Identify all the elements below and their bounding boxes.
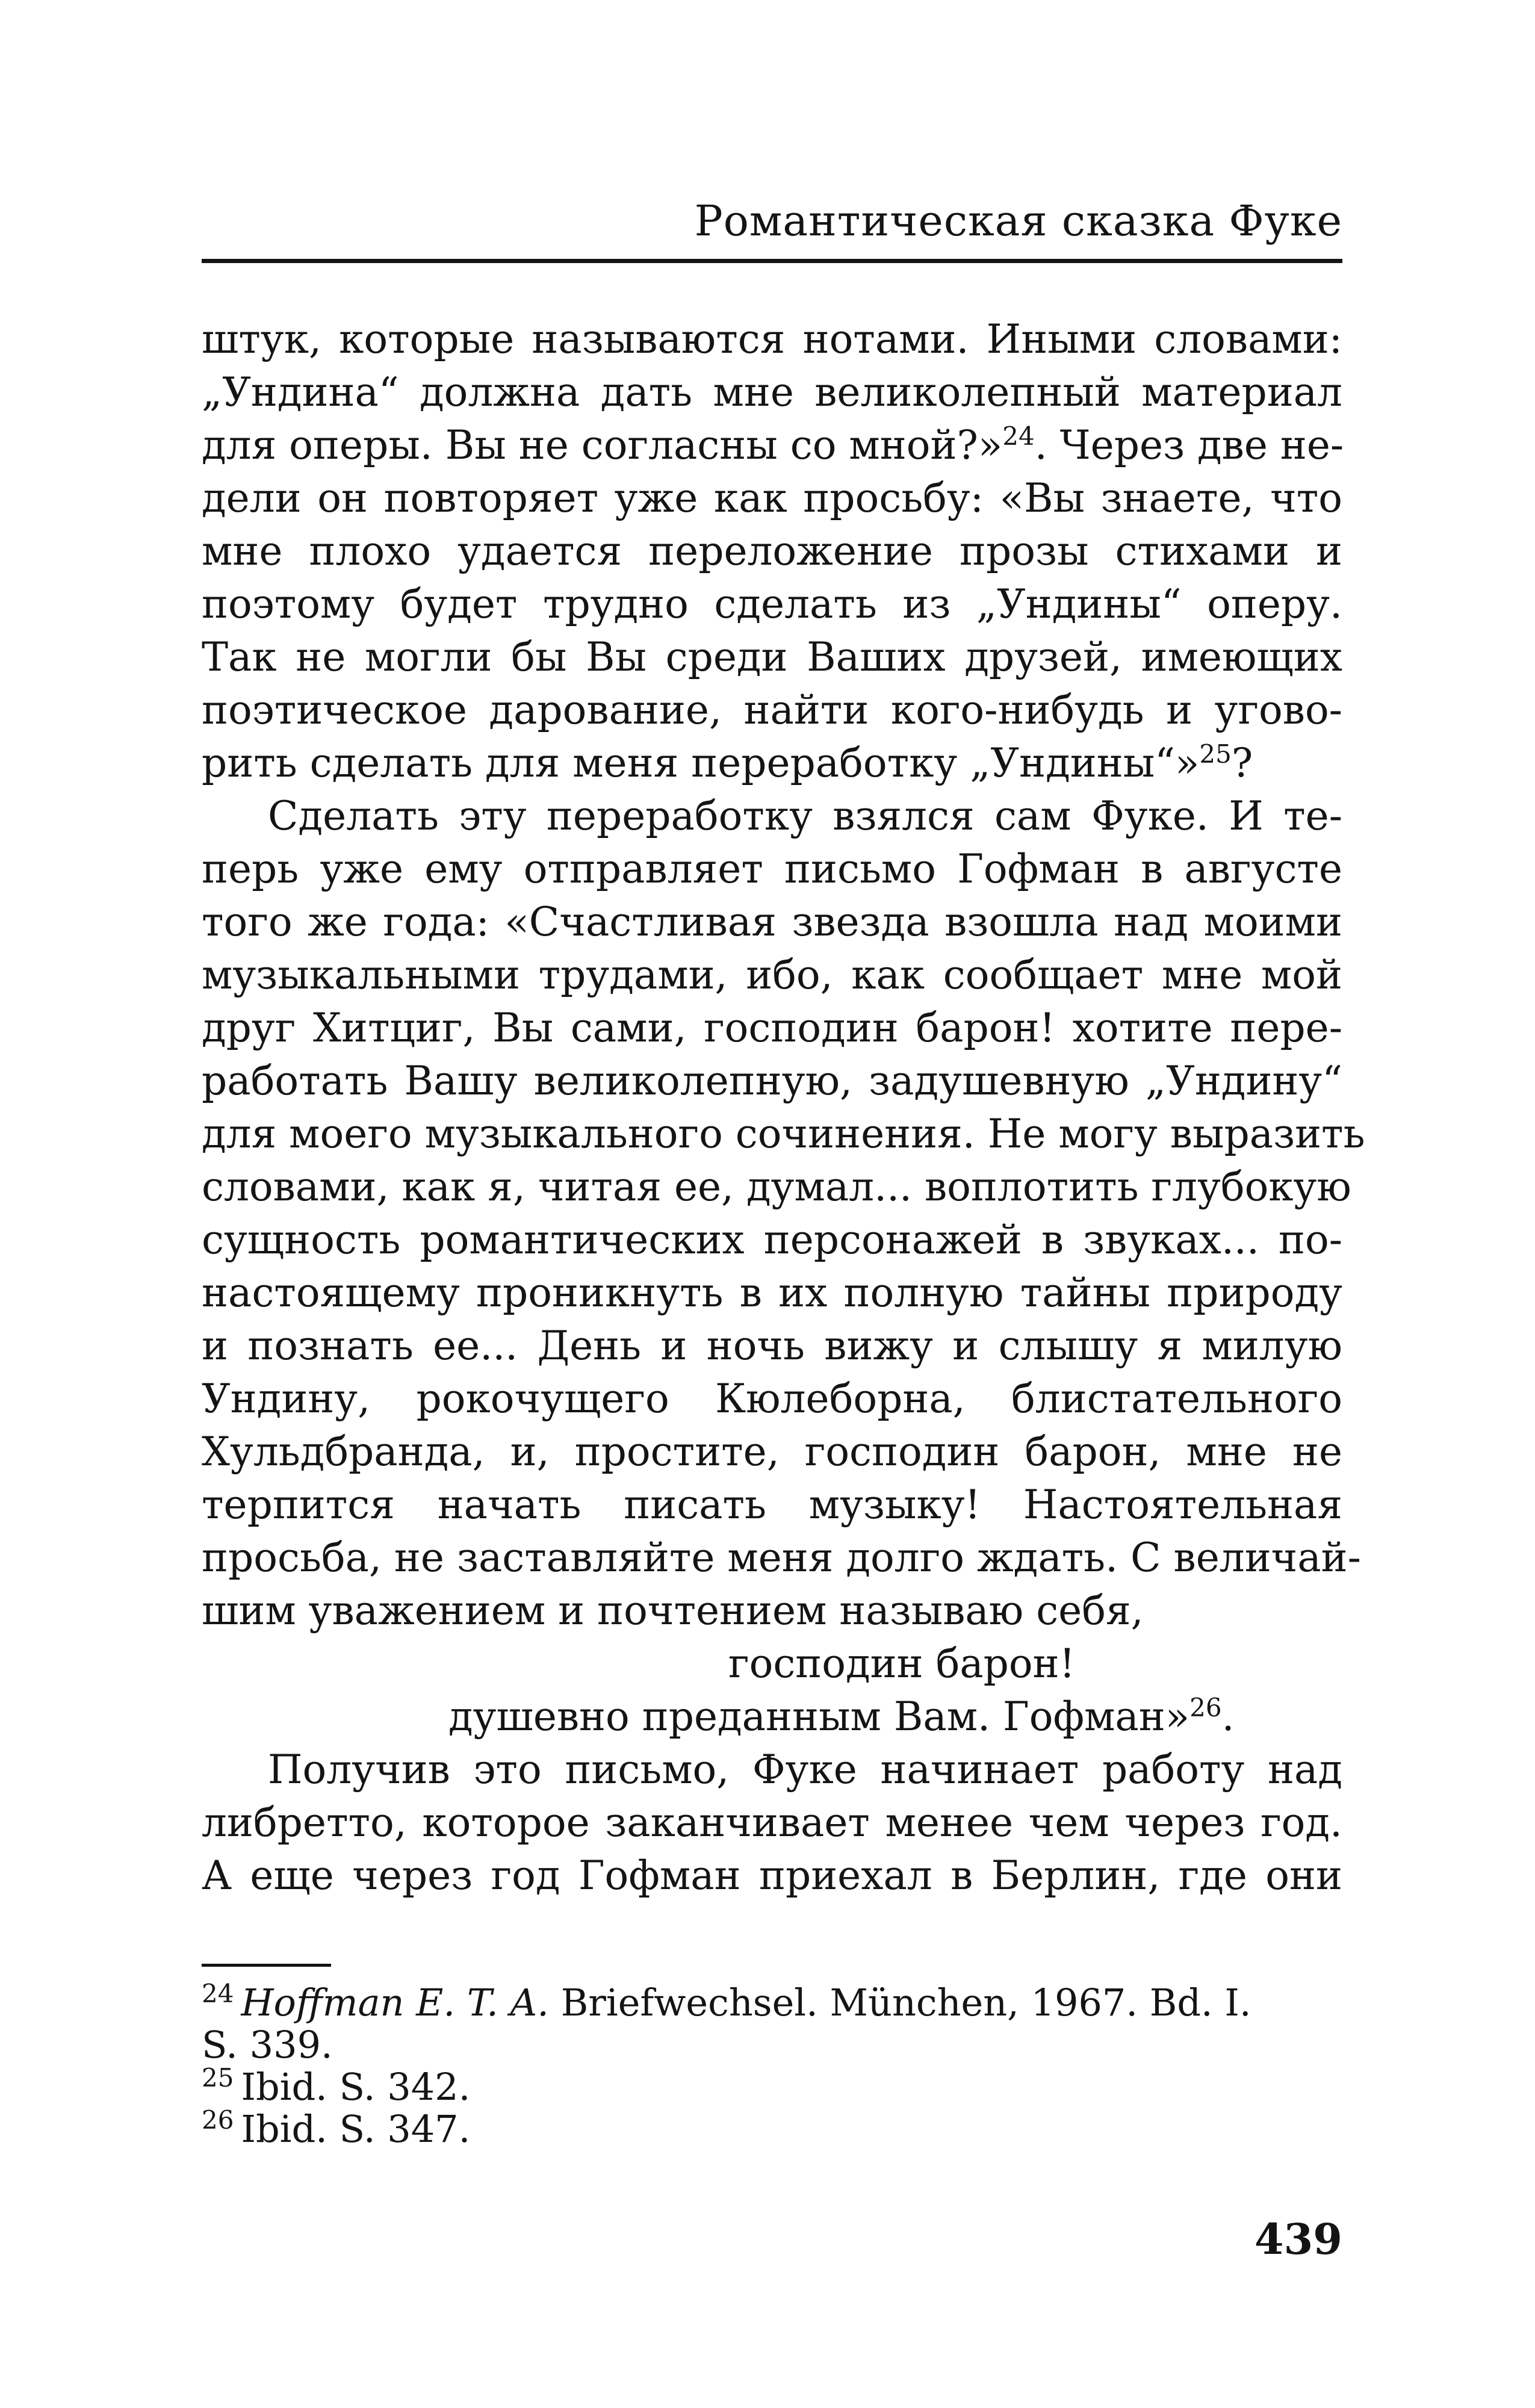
footnote-mark: 25 — [202, 2063, 234, 2093]
letter-signature — [202, 1690, 1342, 1743]
text-line — [202, 790, 1342, 843]
text-line — [202, 1584, 1342, 1637]
text-line — [202, 1373, 1342, 1426]
text-segment: словами, как я, читая ее, думал... воплотить глубокую — [202, 1164, 1351, 1210]
page-number: 439 — [1254, 2214, 1342, 2264]
text-segment: настоящему проникнуть в их полную тайны природу — [202, 1270, 1342, 1316]
text-segment: „Ундина“ должна дать мне великолепный материал — [202, 369, 1342, 415]
text-line — [202, 1796, 1342, 1849]
text-line — [202, 684, 1342, 737]
header-rule — [202, 259, 1342, 263]
text-line — [202, 1479, 1342, 1531]
text-segment: работать Вашу великолепную, задушевную „Ундину“ — [202, 1058, 1342, 1104]
text-segment: поэтическое дарование, найти кого-нибудь и угово- — [202, 687, 1342, 733]
footnote-mark: 24 — [202, 1979, 234, 2009]
text-segment: душевно преданным Вам. Гофман» — [448, 1693, 1190, 1740]
paragraph — [202, 313, 1342, 790]
text-line — [202, 525, 1342, 578]
text-line — [202, 1002, 1342, 1055]
text-line — [202, 1055, 1342, 1108]
text-line — [202, 631, 1342, 684]
text-segment: либретто, которое заканчивает менее чем через год. — [202, 1799, 1342, 1846]
footnote — [202, 2063, 1342, 2109]
footnote-rule — [202, 1964, 331, 1967]
text-segment: для моего музыкального сочинения. Не могу выразить — [202, 1111, 1365, 1157]
paragraph — [202, 1743, 1342, 1902]
footnote-ref: 26 — [1189, 1693, 1222, 1722]
text-segment: Хульдбранда, и, простите, господин барон, мне не — [202, 1429, 1342, 1475]
footnote-author: Hoffman E. T. A. — [241, 1981, 549, 2025]
text-line — [202, 896, 1342, 949]
text-line — [202, 949, 1342, 1002]
text-line — [202, 578, 1342, 631]
text-segment: просьба, не заставляйте меня долго ждать. С величай- — [202, 1534, 1361, 1581]
text-segment: перь уже ему отправляет письмо Гофман в августе — [202, 846, 1342, 892]
text-line — [202, 366, 1342, 419]
text-segment: дели он повторяет уже как просьбу: «Вы знаете, что — [202, 475, 1342, 521]
text-segment: поэтому будет трудно сделать из „Ундины“ оперу. — [202, 581, 1342, 627]
footnote-text: Ibid. S. 347. — [241, 2107, 471, 2151]
text-segment: Так не могли бы Вы среди Ваших друзей, имеющих — [202, 634, 1342, 680]
text-segment: Ундину, рокочущего Кюлеборна, блистательного — [202, 1376, 1342, 1422]
text-segment: рить сделать для меня переработку „Ундины“» — [202, 740, 1200, 786]
paragraph — [202, 790, 1365, 1743]
text-line — [202, 1108, 1365, 1161]
text-line — [202, 843, 1342, 896]
text-line — [202, 1320, 1342, 1373]
text-segment: и познать ее... День и ночь вижу и слышу я милую — [202, 1323, 1342, 1369]
footnote — [202, 2105, 1342, 2151]
text-segment: Сделать эту переработку взялся сам Фуке. И те- — [268, 793, 1342, 839]
footnote-ref: 25 — [1199, 739, 1232, 769]
footnote-mark: 26 — [202, 2105, 234, 2135]
footnote-continuation: S. 339. — [202, 2023, 333, 2067]
text-segment: . Через две не- — [1034, 422, 1344, 468]
text-line — [202, 472, 1342, 525]
running-head: Романтическая сказка Фуке — [694, 196, 1342, 246]
text-line — [202, 1743, 1342, 1796]
text-segment: музыкальными трудами, ибо, как сообщает мне мой — [202, 952, 1342, 998]
footnote — [202, 1979, 1342, 2025]
footnotes — [202, 1979, 1342, 2151]
footnote-text: Ibid. S. 342. — [241, 2065, 471, 2109]
text-line — [202, 1267, 1342, 1320]
text-line — [202, 1531, 1361, 1584]
footnote-text: Briefwechsel. München, 1967. Bd. I. — [548, 1981, 1251, 2025]
text-segment: ? — [1231, 740, 1253, 786]
text-line — [202, 313, 1342, 366]
text-segment: сущность романтических персонажей в звуках... по- — [202, 1217, 1342, 1263]
text-segment: терпится начать писать музыку! Настоятельная — [202, 1482, 1342, 1528]
text-segment: мне плохо удается переложение прозы стихами и — [202, 528, 1342, 574]
text-line — [202, 1426, 1342, 1479]
text-line — [202, 1214, 1342, 1267]
text-line — [202, 1161, 1351, 1214]
text-segment: для оперы. Вы не согласны со мной?» — [202, 422, 1003, 468]
text-segment: господин барон! — [728, 1640, 1076, 1687]
text-line — [202, 1849, 1342, 1902]
text-segment: друг Хитциг, Вы сами, господин барон! хотите пере- — [202, 1005, 1342, 1051]
text-segment: шим уважением и почтением называю себя, — [202, 1587, 1144, 1634]
text-line — [202, 419, 1342, 472]
footnote-ref: 24 — [1002, 421, 1035, 451]
body-text — [202, 313, 1365, 1902]
text-line — [202, 737, 1342, 790]
text-segment: штук, которые называются нотами. Иными словами: — [202, 316, 1342, 362]
text-segment: . — [1221, 1693, 1235, 1740]
text-segment: Получив это письмо, Фуке начинает работу над — [268, 1746, 1342, 1793]
text-segment: того же года: «Счастливая звезда взошла над моими — [202, 899, 1342, 945]
text-segment: А еще через год Гофман приехал в Берлин, где они — [202, 1852, 1342, 1899]
letter-salutation — [202, 1637, 1342, 1690]
